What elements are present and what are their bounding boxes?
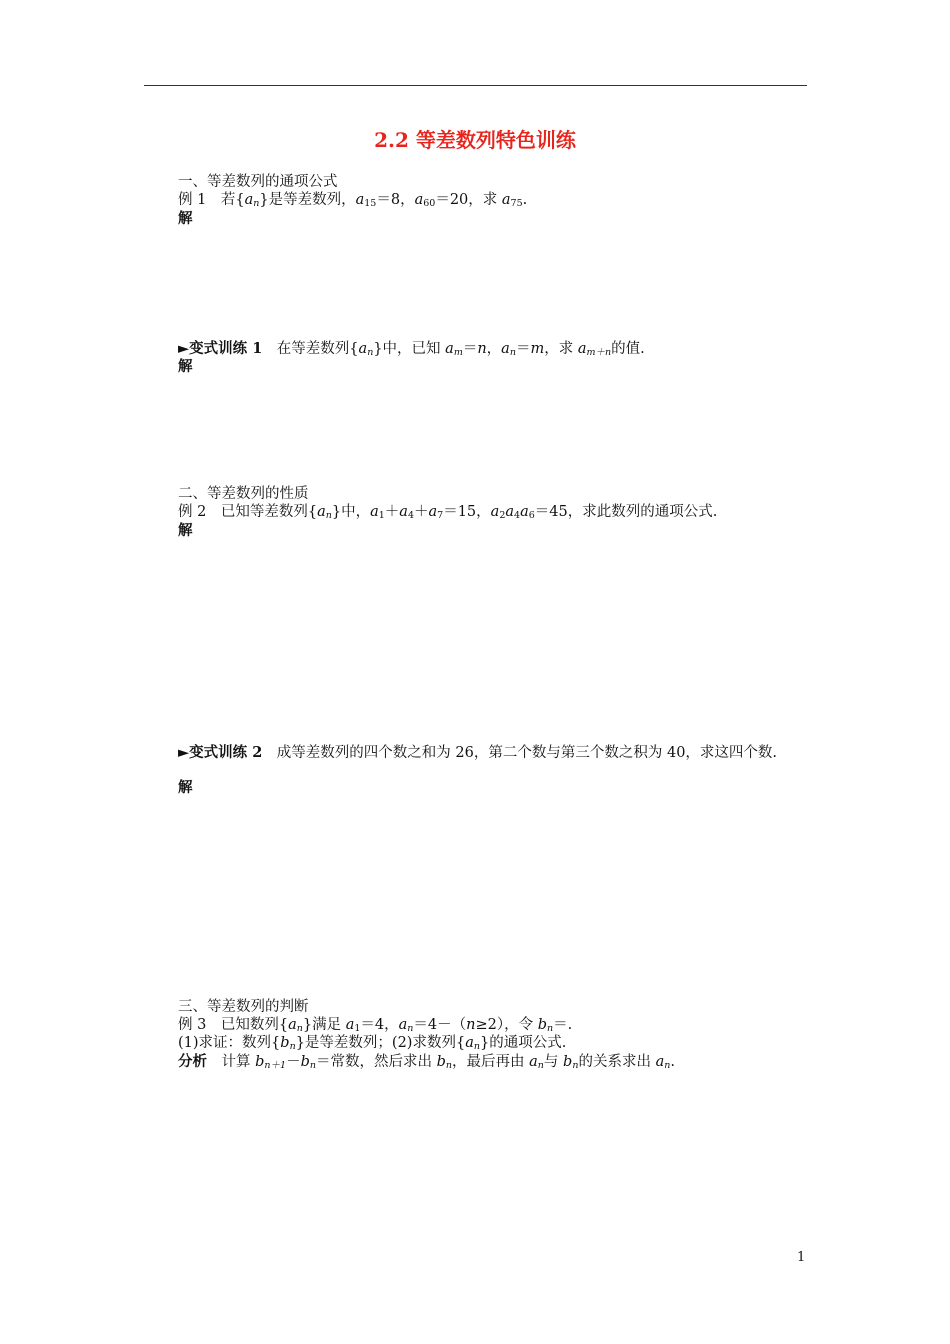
text: }中， xyxy=(331,504,371,520)
sub-7: 7 xyxy=(437,510,444,521)
text: ＝15， xyxy=(443,504,491,520)
text: }是等差数列；(2)求数列{ xyxy=(295,1035,466,1051)
variant-2 xyxy=(144,744,807,762)
var-a: a xyxy=(505,504,515,520)
text: . xyxy=(522,192,528,208)
example-2 xyxy=(178,504,717,521)
page-title: 2.2 等差数列特色训练 xyxy=(374,128,576,152)
var-a: a xyxy=(501,341,510,357)
var-b: b xyxy=(537,1017,548,1033)
analysis xyxy=(178,1053,675,1071)
var-a: a xyxy=(398,1017,408,1033)
variant-2-label: ►变式训练 2 xyxy=(178,744,263,761)
section-2-heading: 二、等差数列的性质 xyxy=(178,486,309,502)
var-a: a xyxy=(355,192,365,208)
solution-label: 解 xyxy=(178,210,193,227)
sub-n: n xyxy=(664,1060,671,1071)
header-rule xyxy=(144,85,807,86)
page-number: 1 xyxy=(797,1250,806,1265)
var-b: b xyxy=(563,1054,573,1070)
sub-m-plus-n: m＋n xyxy=(586,347,612,358)
sub-n: n xyxy=(253,198,260,209)
var-a: a xyxy=(358,341,368,357)
text: ＋ xyxy=(384,504,400,520)
var-b: b xyxy=(280,1035,290,1051)
example-3 xyxy=(178,1017,572,1034)
var-b: b xyxy=(255,1054,265,1070)
example-1-label: 例 1 xyxy=(178,192,207,208)
var-b: b xyxy=(300,1054,310,1070)
solution-label: 解 xyxy=(178,358,193,375)
sub-75: 75 xyxy=(510,198,523,209)
text: }中，已知 xyxy=(373,341,446,357)
example-2-label: 例 2 xyxy=(178,504,207,520)
sub-n: n xyxy=(309,1060,316,1071)
text: ＝ xyxy=(515,341,531,357)
section-1-heading: 一、等差数列的通项公式 xyxy=(178,174,338,190)
text: ，求 xyxy=(544,341,578,357)
sub-4: 4 xyxy=(514,510,521,521)
text: ＝4－（ xyxy=(413,1017,467,1033)
var-a: a xyxy=(520,504,529,520)
solution-label: 解 xyxy=(178,522,193,539)
sub-n: n xyxy=(572,1060,579,1071)
sub-n: n xyxy=(445,1060,453,1071)
text: 若{ xyxy=(220,192,245,208)
text: ＝4， xyxy=(360,1017,399,1033)
var-a: a xyxy=(414,192,424,208)
sub-1: 1 xyxy=(354,1023,361,1034)
text: 的值. xyxy=(611,341,645,357)
text: 计算 xyxy=(221,1054,256,1070)
solution-label: 解 xyxy=(178,779,193,796)
variant-2-text: 成等差数列的四个数之和为 26，第二个数与第三个数之积为 40，求这四个数. xyxy=(276,745,778,761)
sub-2: 2 xyxy=(499,510,506,521)
text: (1)求证：数列{ xyxy=(178,1035,281,1051)
sub-n: n xyxy=(367,347,374,358)
text: 已知数列{ xyxy=(220,1017,289,1033)
var-a: a xyxy=(399,504,408,520)
var-a: a xyxy=(370,504,379,520)
sub-n: n xyxy=(289,1041,296,1052)
var-a: a xyxy=(577,341,587,357)
sub-n: n xyxy=(325,510,332,521)
sub-60: 60 xyxy=(423,198,436,209)
sub-m: m xyxy=(453,347,463,358)
var-n: n xyxy=(477,341,487,357)
text: }的通项公式. xyxy=(479,1035,567,1051)
var-m: m xyxy=(530,341,545,357)
sub-n: n xyxy=(407,1023,414,1034)
var-n: n xyxy=(466,1017,476,1033)
var-a: a xyxy=(345,1017,355,1033)
var-a: a xyxy=(501,192,511,208)
sub-n: n xyxy=(547,1023,554,1034)
sub-15: 15 xyxy=(364,198,377,209)
sub-n: n xyxy=(509,347,516,358)
var-a: a xyxy=(288,1017,297,1033)
variant-1-label: ►变式训练 1 xyxy=(178,340,263,357)
sub-n: n xyxy=(296,1023,303,1034)
text: － xyxy=(286,1054,301,1070)
sub-n-plus-1: n＋1 xyxy=(264,1060,287,1071)
sub-4: 4 xyxy=(407,510,414,521)
sub-n: n xyxy=(537,1060,544,1071)
var-a: a xyxy=(655,1054,665,1070)
var-b: b xyxy=(436,1054,446,1070)
sub-6: 6 xyxy=(528,510,535,521)
text: ＝20，求 xyxy=(435,192,502,208)
text: ＝ xyxy=(462,341,478,357)
text: ＝45，求此数列的通项公式. xyxy=(534,504,718,520)
var-a: a xyxy=(428,504,438,520)
text: ，最后再由 xyxy=(452,1054,530,1070)
text: ， xyxy=(486,341,502,357)
text: }是等差数列， xyxy=(259,192,356,208)
text: 与 xyxy=(543,1054,564,1070)
text: }满足 xyxy=(302,1017,346,1033)
var-a: a xyxy=(529,1054,538,1070)
var-a: a xyxy=(244,192,254,208)
example-1 xyxy=(178,192,527,209)
text: ≥2），令 xyxy=(475,1017,538,1033)
text: 在等差数列{ xyxy=(276,341,359,357)
variant-1 xyxy=(178,340,645,358)
text: 的关系求出 xyxy=(578,1054,656,1070)
text: ＝常数，然后求出 xyxy=(316,1054,437,1070)
text: 已知等差数列{ xyxy=(220,504,318,520)
var-a: a xyxy=(465,1035,474,1051)
sub-1: 1 xyxy=(378,510,385,521)
var-a: a xyxy=(317,504,326,520)
var-a: a xyxy=(490,504,500,520)
text: . xyxy=(670,1054,675,1070)
example-3-questions xyxy=(178,1035,566,1052)
sub-n: n xyxy=(473,1041,480,1052)
text: ＋ xyxy=(414,504,429,520)
section-3-heading: 三、等差数列的判断 xyxy=(178,999,309,1015)
text: ＝8， xyxy=(376,192,415,208)
text: ＝. xyxy=(553,1017,573,1033)
example-3-label: 例 3 xyxy=(178,1017,207,1033)
var-a: a xyxy=(445,341,454,357)
analysis-label: 分析 xyxy=(178,1053,207,1070)
